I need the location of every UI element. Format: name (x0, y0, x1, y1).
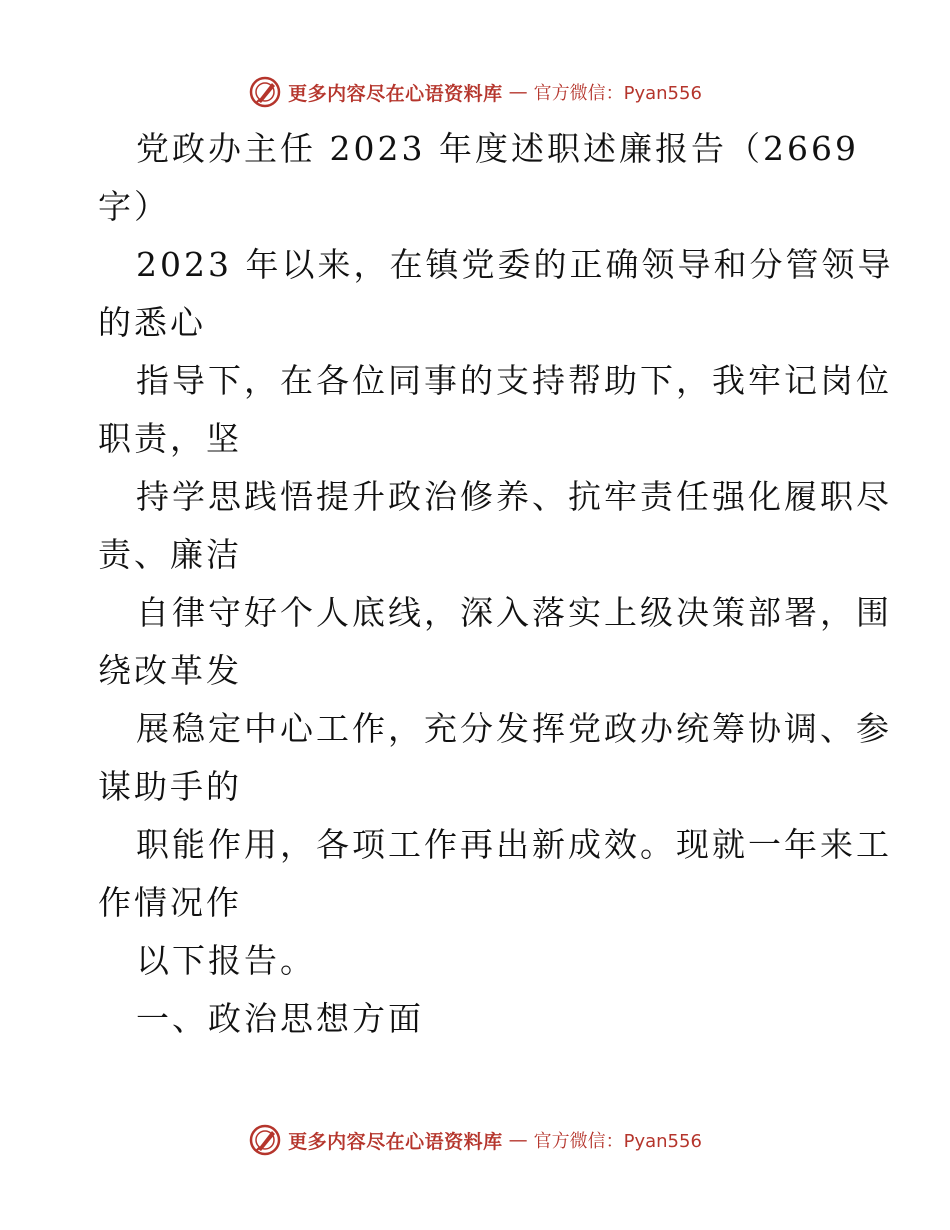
paragraph-line: 职能作用，各项工作再出新成效。现就一年来工 (136, 825, 892, 864)
watermark-contact: 官方微信：Pyan556 (533, 83, 702, 104)
watermark-banner-top (0, 72, 950, 112)
paragraph-line: 持学思践悟提升政治修养、抗牢责任强化履职尽 (136, 477, 892, 516)
paragraph-line: 指导下，在各位同事的支持帮助下，我牢记岗位 (136, 361, 892, 400)
watermark-text: 更多内容尽在心语资料库 (288, 82, 503, 105)
paragraph-line: 的悉心 (98, 303, 206, 342)
paragraph-line: 字） (98, 187, 170, 226)
paragraph-line: 2023 年以来，在镇党委的正确领导和分管领导 (136, 245, 894, 284)
watermark-separator: — (508, 81, 528, 103)
paragraph-line: 以下报告。 (136, 941, 316, 980)
watermark-separator: — (508, 1129, 528, 1151)
paragraph-line: 一、政治思想方面 (136, 999, 424, 1038)
document-body (98, 120, 894, 1048)
quill-pen-logo-icon (248, 1123, 282, 1157)
watermark-banner-bottom (0, 1120, 950, 1160)
paragraph-line: 职责，坚 (98, 419, 242, 458)
paragraph-line: 绕改革发 (98, 651, 242, 690)
paragraph-line: 展稳定中心工作，充分发挥党政办统筹协调、参 (136, 709, 892, 748)
watermark-contact: 官方微信：Pyan556 (533, 1131, 702, 1152)
document-title-line: 党政办主任 2023 年度述职述廉报告（2669 (136, 129, 859, 168)
paragraph-line: 作情况作 (98, 883, 242, 922)
quill-pen-logo-icon (248, 75, 282, 109)
paragraph-line: 责、廉洁 (98, 535, 242, 574)
paragraph-line: 谋助手的 (98, 767, 242, 806)
paragraph-line: 自律守好个人底线，深入落实上级决策部署，围 (136, 593, 892, 632)
watermark-text: 更多内容尽在心语资料库 (288, 1130, 503, 1153)
